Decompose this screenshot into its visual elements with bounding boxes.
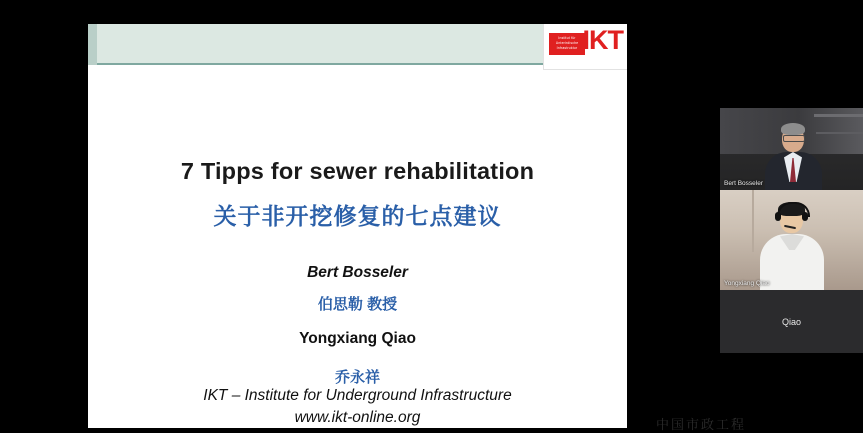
slide-speaker2-zh: 乔永祥 [334,369,380,386]
slide-speaker2-en: Yongxiang Qiao [299,330,416,347]
shared-screen-slide [88,24,627,428]
slide-title-zh: 关于非开挖修复的七点建议 [213,203,502,229]
video-wall-edge [752,190,754,252]
participant-name-label: Qiao [781,316,801,327]
ikt-logo [543,24,627,70]
person-hair [781,123,805,135]
slide-title-en: 7 Tipps for sewer rehabilitation [180,158,535,184]
participant-tile-bert-bosseler[interactable] [720,108,863,190]
overlay-bottom-text: 中国市政工程 [656,417,747,432]
video-shelf-lower [816,132,863,134]
slide-website: www.ikt-online.org [294,409,421,426]
participant-tile-qiao-audio-only[interactable] [720,290,863,353]
participant-name-label: Bert Bosseler [724,180,764,187]
ikt-logo-subtext: Institut für Unterirdische Infrastruktur [549,33,585,55]
participant-name-label: Yongxiang Qiao [724,280,770,287]
headset-earcup-left [775,212,781,221]
slide-organization: IKT – Institute for Underground Infrastructure [203,387,512,404]
participant-filmstrip [720,108,863,353]
headset-earcup-right [802,212,808,221]
video-shelf [814,114,863,117]
slide-header-accent [88,24,97,65]
slide-speaker1-zh: 伯思勒 教授 [317,296,398,313]
glasses-icon [783,135,805,142]
ikt-logo-mark: IKT [582,25,623,55]
slide-speaker1-en: Bert Bosseler [307,264,408,281]
participant-tile-yongxiang-qiao[interactable] [720,190,863,290]
